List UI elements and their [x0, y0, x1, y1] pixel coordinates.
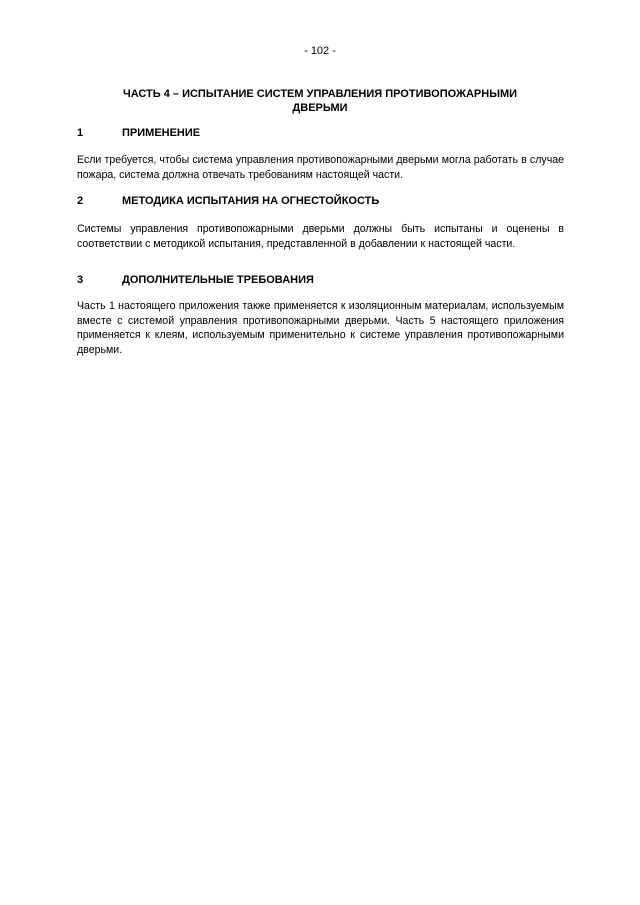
section-2-number: 2 — [77, 195, 84, 207]
section-3-heading — [77, 273, 567, 287]
section-2-paragraph: Системы управления противопожарными дверьми должны быть испытаны и оценены в соответствии с методикой испытания, представленной в добавлении к настоящей части. — [77, 223, 564, 250]
section-3-title: ДОПОЛНИТЕЛЬНЫЕ ТРЕБОВАНИЯ — [122, 274, 314, 286]
section-2-title: МЕТОДИКА ИСПЫТАНИЯ НА ОГНЕСТОЙКОСТЬ — [122, 195, 380, 207]
section-3-number: 3 — [77, 274, 84, 286]
section-1-paragraph: Если требуется, чтобы система управления противопожарными дверьми могла работать в случае пожара, система должна отвечать требованиям настоящей части. — [77, 154, 564, 181]
section-1-title: ПРИМЕНЕНИЕ — [122, 127, 201, 139]
page-number: - 102 - — [304, 45, 336, 57]
page-title: ЧАСТЬ 4 – ИСПЫТАНИЕ СИСТЕМ УПРАВЛЕНИЯ ПРОТИВОПОЖАРНЫМИ ДВЕРЬМИ — [122, 88, 518, 114]
section-3-paragraph: Часть 1 настоящего приложения также применяется к изоляционным материалам, используемым вместе с системой управления противопожарными дверьми. Часть 5 настоящего приложения применяется к клеям, используемым применительно к системе управления противопожарными дверьми. — [77, 300, 564, 356]
section-1-heading — [77, 126, 567, 140]
section-2-heading — [77, 194, 567, 208]
section-1-number: 1 — [77, 127, 84, 139]
